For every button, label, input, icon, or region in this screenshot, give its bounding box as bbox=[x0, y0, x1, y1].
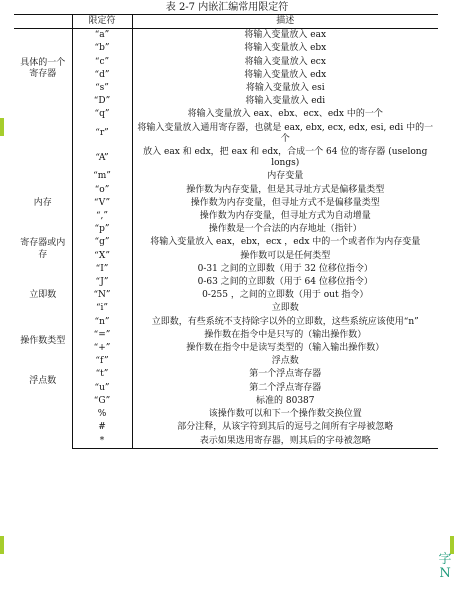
table-row bbox=[14, 408, 438, 421]
constraint-description: 表示如果选用寄存器，则其后的字母被忽略 bbox=[132, 435, 438, 449]
constraint-code: # bbox=[72, 421, 132, 434]
table-body bbox=[14, 29, 438, 449]
group-label: 操作数类型 bbox=[14, 329, 72, 355]
constraint-table bbox=[14, 14, 438, 449]
constraint-description: 将输入变量放入 ecx bbox=[244, 56, 326, 67]
constraint-description: 操作数是一个合法的内存地址（指针） bbox=[208, 224, 362, 235]
table-row bbox=[14, 316, 438, 329]
constraint-description: 0-63 之间的立即数（用于 64 位移位指令） bbox=[197, 277, 373, 288]
constraint-code: “f” bbox=[72, 355, 132, 368]
constraint-code: “q” bbox=[72, 108, 132, 121]
constraint-description: 部分注释，从该字符到其后的逗号之间所有字母被忽略 bbox=[177, 422, 394, 433]
table-row bbox=[14, 276, 438, 289]
constraint-code: “a” bbox=[72, 29, 132, 43]
group-label: 浮点数 bbox=[14, 355, 72, 408]
constraint-description: 操作数为内存变量，但是其寻址方式是偏移量类型 bbox=[186, 184, 385, 195]
side-marginal-text: 字 N bbox=[438, 552, 452, 581]
constraint-code: “J” bbox=[72, 276, 132, 289]
constraint-description: 将输入变量放入 eax bbox=[244, 30, 327, 41]
constraint-description: 将输入变量放入 edi bbox=[245, 96, 326, 107]
constraint-code: “X” bbox=[72, 250, 132, 263]
table-header-row bbox=[14, 15, 438, 29]
constraint-code: “t” bbox=[72, 368, 132, 381]
constraint-code: “o” bbox=[72, 184, 132, 197]
table-row bbox=[14, 42, 438, 55]
constraint-description: 将输入变量放入 edx bbox=[244, 69, 327, 80]
constraint-description: 内存变量 bbox=[267, 171, 304, 182]
constraint-description: 放入 eax 和 edx，把 eax 和 edx，合成一个 64 位的寄存器 (uselong longs) bbox=[143, 147, 428, 169]
constraint-code: “u” bbox=[72, 382, 132, 395]
table-row bbox=[14, 69, 438, 82]
table-row bbox=[14, 108, 438, 121]
table-row bbox=[14, 435, 438, 449]
table-row bbox=[14, 122, 438, 146]
table-row bbox=[14, 197, 438, 210]
constraint-code: “D” bbox=[72, 95, 132, 108]
constraint-code: “+” bbox=[72, 342, 132, 355]
table-row bbox=[14, 395, 438, 408]
constraint-code: “I” bbox=[72, 263, 132, 276]
table-caption: 表 2-7 内嵌汇编常用限定符 bbox=[165, 2, 289, 13]
header-code: 限定符 bbox=[72, 15, 132, 29]
constraint-code: “=” bbox=[72, 329, 132, 342]
constraint-code: “V” bbox=[72, 197, 132, 210]
table-row bbox=[14, 95, 438, 108]
header-desc: 描述 bbox=[132, 15, 438, 29]
constraint-code: “g” bbox=[72, 236, 132, 249]
table-row bbox=[14, 368, 438, 381]
constraint-code: “N” bbox=[72, 289, 132, 302]
constraint-code: “c” bbox=[72, 56, 132, 69]
constraint-description: 标准的 80387 bbox=[256, 395, 315, 406]
constraint-code: “A” bbox=[72, 146, 132, 170]
constraint-description: 将输入变量放入 esi bbox=[245, 83, 325, 94]
table-row bbox=[14, 82, 438, 95]
table-row bbox=[14, 263, 438, 276]
left-accent-bar-bottom bbox=[0, 536, 4, 554]
table-row bbox=[14, 329, 438, 342]
group-label bbox=[14, 408, 72, 448]
table-row bbox=[14, 355, 438, 368]
table-row bbox=[14, 170, 438, 183]
header-group bbox=[14, 15, 72, 29]
table-row bbox=[14, 210, 438, 223]
group-label bbox=[14, 108, 72, 170]
table-row bbox=[14, 302, 438, 315]
constraint-description: 操作数在指令中是只写的（输出操作数） bbox=[204, 329, 367, 340]
constraint-code: “d” bbox=[72, 69, 132, 82]
table-row bbox=[14, 29, 438, 43]
table-row bbox=[14, 250, 438, 263]
table-row bbox=[14, 56, 438, 69]
table-row bbox=[14, 421, 438, 434]
constraint-code: “i” bbox=[72, 302, 132, 315]
constraint-code: “m” bbox=[72, 170, 132, 183]
constraint-code: % bbox=[72, 408, 132, 421]
constraint-code: “p” bbox=[72, 223, 132, 236]
table-row bbox=[14, 236, 438, 249]
constraint-description: 0-31 之间的立即数（用于 32 位移位指令） bbox=[197, 263, 373, 274]
constraint-code: “r” bbox=[72, 122, 132, 146]
constraint-description: 操作数可以是任何类型 bbox=[240, 250, 331, 261]
constraint-description: 立即数，有些系统不支持除字以外的立即数，这些系统应该使用“n” bbox=[151, 316, 419, 327]
table-row bbox=[14, 184, 438, 197]
table-row bbox=[14, 289, 438, 302]
table-row bbox=[14, 146, 438, 170]
constraint-description: 将输入变量放入 eax，ebx，ecx ，edx 中的一个或者作为内存变量 bbox=[150, 237, 421, 248]
constraint-description: 第一个浮点寄存器 bbox=[249, 369, 322, 380]
constraint-description: 将输入变量放入通用寄存器，也就是 eax, ebx, ecx, edx, esi, edi 中的一个 bbox=[137, 122, 434, 144]
table-row bbox=[14, 223, 438, 236]
constraint-code: “s” bbox=[72, 82, 132, 95]
constraint-code: “G” bbox=[72, 395, 132, 408]
constraint-description: 立即数 bbox=[271, 303, 299, 314]
constraint-description: 将输入变量放入 ebx bbox=[244, 43, 327, 54]
constraint-description: 第二个浮点寄存器 bbox=[249, 382, 322, 393]
constraint-code: “,” bbox=[72, 210, 132, 223]
group-label: 具体的一个寄存器 bbox=[14, 29, 72, 109]
group-label: 内存 bbox=[14, 170, 72, 236]
constraint-description: 操作数在指令中是读写类型的（输入输出操作数） bbox=[186, 343, 385, 354]
constraint-description: 操作数为内存变量，但寻址方式不是偏移量类型 bbox=[190, 197, 380, 208]
group-label: 寄存器或内存 bbox=[14, 236, 72, 262]
constraint-description: 操作数为内存变量，但寻址方式为自动增量 bbox=[199, 211, 371, 222]
constraint-code: * bbox=[72, 435, 132, 449]
constraint-code: “b” bbox=[72, 42, 132, 55]
constraint-description: 该操作数可以和下一个操作数交换位置 bbox=[208, 409, 362, 420]
table-row bbox=[14, 342, 438, 355]
constraint-description: 浮点数 bbox=[271, 356, 299, 367]
left-accent-bar-top bbox=[0, 118, 4, 136]
constraint-description: 将输入变量放入 eax、ebx、ecx、edx 中的一个 bbox=[187, 109, 383, 120]
group-label: 立即数 bbox=[14, 263, 72, 329]
table-row bbox=[14, 382, 438, 395]
constraint-description: 0-255 ，之间的立即数（用于 out 指令） bbox=[202, 290, 369, 301]
constraint-code: “n” bbox=[72, 316, 132, 329]
